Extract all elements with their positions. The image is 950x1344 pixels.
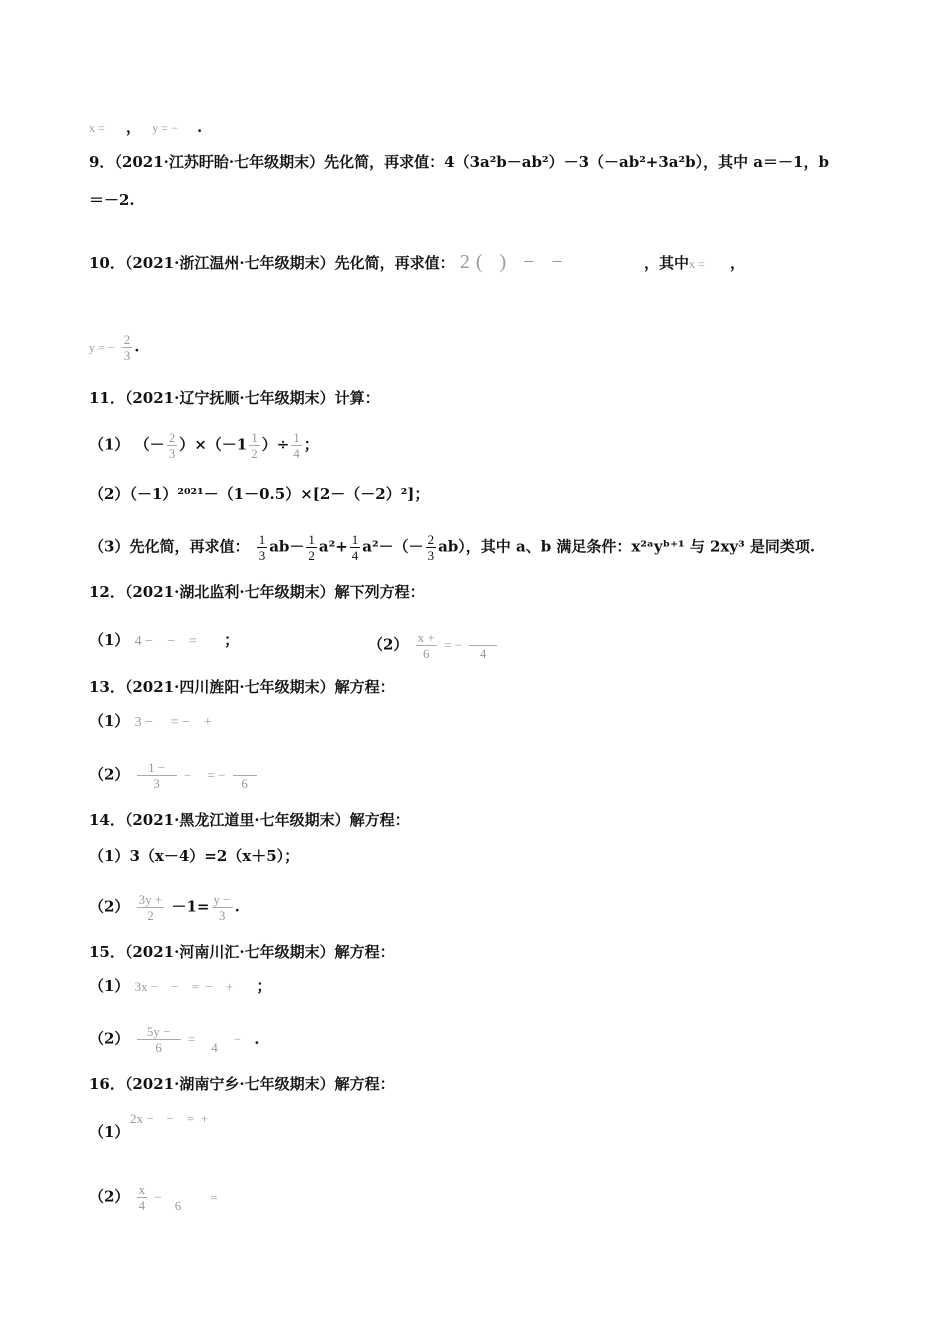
- question-9-cont: ＝－2.: [89, 191, 135, 209]
- question-16-part-2: （2） $\frac{x}{4}$ − 6 =: [89, 1182, 218, 1213]
- question-9: 9．（2021·江苏盱眙·七年级期末）先化简，再求值：4（3a²b－ab²）－3（－ab²+3a²b），其中 a＝－1，b: [89, 153, 829, 171]
- question-10: 10．（2021·浙江温州·七年级期末）先化简，再求值： 2( ) − − ，其中x = ，: [89, 251, 745, 273]
- expression-10: 2( ) − −: [459, 251, 569, 273]
- question-10-cont: y = − $\frac{2}{3}$ .: [89, 332, 140, 363]
- x-value: x =: [89, 121, 105, 135]
- question-14-part-1: （1）3（x－4）=2（x＋5）；: [89, 847, 300, 865]
- question-11: 11．（2021·辽宁抚顺·七年级期末）计算：: [89, 389, 380, 407]
- question-13: 13．（2021·四川旌阳·七年级期末）解方程：: [89, 678, 395, 696]
- question-16-part-1: （1）: [89, 1123, 130, 1141]
- question-11-part-3: （3）先化简，再求值： $\frac{1}{3}$ ab－ $\frac{1}{2}$ a²+ $\frac{1}{4}$ a²－（－ $\frac{2}{3}$ ab），其中 a、b 满足条件：x²ᵃyᵇ⁺¹ 与 2xy³ 是同类项.: [89, 532, 816, 563]
- question-14-part-2: （2） $\frac{3y +}{2}$ －1= $\frac{y -}{3}$ .: [89, 892, 240, 923]
- question-11-part-2: （2）（－1）²⁰²¹－（1－0.5）×[2－（－2）²]；: [89, 485, 430, 503]
- y-value: y = −: [152, 121, 178, 135]
- question-14: 14．（2021·黑龙江道里·七年级期末）解方程：: [89, 811, 410, 829]
- question-12-part-2: （2） $\frac{x +}{6}$ = − 4: [368, 630, 499, 661]
- question-13-part-1: （1） 3 − = − +: [89, 712, 212, 730]
- question-15-part-2: （2） $\frac{5y -}{6}$ = 4 − .: [89, 1024, 260, 1055]
- answer-line: x = ， y = − .: [89, 118, 203, 136]
- question-15-part-1: （1） 3x − − = − + ；: [89, 977, 272, 995]
- question-15: 15．（2021·河南川汇·七年级期末）解方程：: [89, 943, 395, 961]
- question-11-part-1: （1） （－ $\frac{2}{3}$ ）×（－1 $\frac{1}{2}$ ）÷ $\frac{1}{4}$ ；: [89, 430, 319, 461]
- question-16-part-1-eq: 2x − − = +: [130, 1111, 209, 1126]
- question-12: 12．（2021·湖北监利·七年级期末）解下列方程：: [89, 583, 425, 601]
- question-12-part-1: （1） 4 − − = ；: [89, 631, 240, 649]
- question-13-part-2: （2） $\frac{1 -}{3}$ − = − 6: [89, 760, 259, 791]
- question-16: 16．（2021·湖南宁乡·七年级期末）解方程：: [89, 1075, 395, 1093]
